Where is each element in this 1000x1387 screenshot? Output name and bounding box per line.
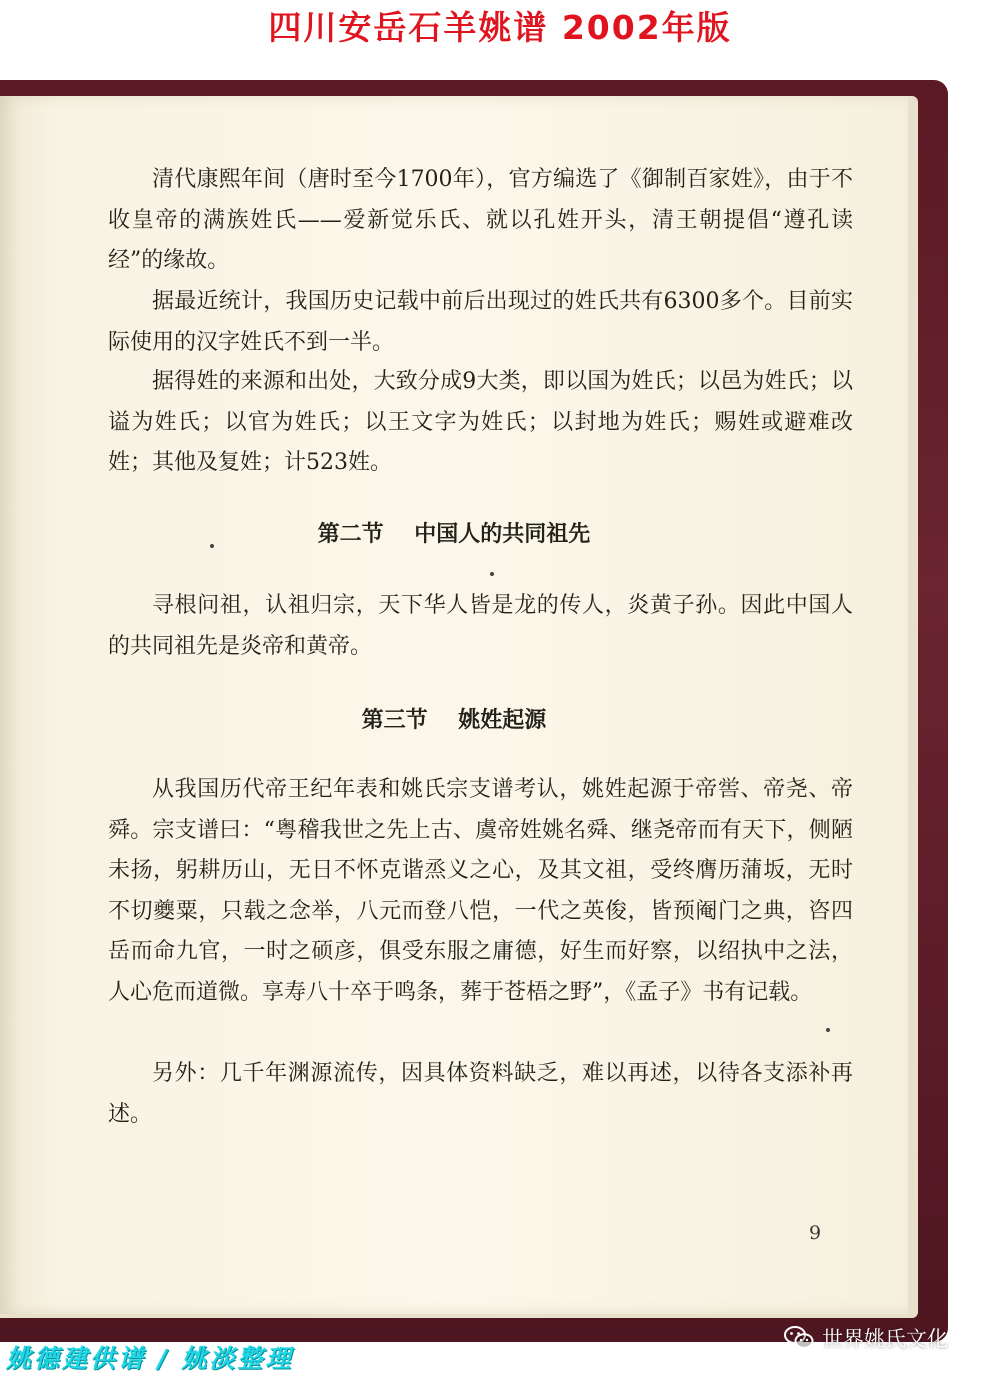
paragraph-common-ancestors: 寻根问祖，认祖归宗，天下华人皆是龙的传人，炎黄子孙。因此中国人的共同祖先是炎帝和黄帝。 — [108, 593, 853, 659]
scan-speck — [490, 572, 494, 576]
section-2-heading: 第二节 中国人的共同祖先 — [317, 522, 591, 547]
page-number: 9 — [808, 1222, 822, 1244]
wechat-icon — [784, 1325, 814, 1351]
credit-caption: 姚德建供谱 / 姚淡整理 — [6, 1344, 294, 1373]
watermark-text: 世界姚氏文化 — [822, 1327, 948, 1351]
document-banner-title: 四川安岳石羊姚谱 2002年版 — [268, 8, 732, 47]
paragraph-qing-dynasty: 清代康熙年间（唐时至今1700年），官方编选了《御制百家姓》，由于不收皇帝的满族姓氏——爱新觉乐氏、就以孔姓开头，清王朝提倡“遵孔读经”的缘故。 — [108, 167, 853, 273]
scan-speck — [210, 544, 214, 548]
paragraph-additional-note: 另外：几千年渊源流传，因具体资料缺乏，难以再述，以待各支添补再述。 — [108, 1061, 853, 1127]
section-3-heading: 第三节 姚姓起源 — [361, 708, 547, 733]
paragraph-statistics: 据最近统计，我国历史记载中前后出现过的姓氏共有6300多个。目前实际使用的汉字姓氏不到一半。 — [108, 289, 853, 355]
paragraph-yao-origin: 从我国历代帝王纪年表和姚氏宗支谱考认，姚姓起源于帝喾、帝尧、帝舜。宗支谱曰：“粤稽我世之先上古、虞帝姓姚名舜、继尧帝而有天下，侧陋未扬，躬耕历山，无日不怀克谐烝义之心，及其文祖，受终膺历蒲坂，无时不切夔粟，只载之念举，八元而登八恺，一代之英俊，皆预阉门之典，咨四岳而命九官，一时之硕彦，俱受东服之庸德，好生而好察，以绍执中之法，人心危而道微。享寿八十卒于鸣条，葬于苍梧之野”，《孟子》书有记载。 — [108, 777, 853, 1005]
account-watermark — [784, 1318, 948, 1358]
book-page — [0, 96, 908, 1314]
scan-speck — [826, 1028, 830, 1032]
paragraph-surname-origins: 据得姓的来源和出处，大致分成9大类，即以国为姓氏；以邑为姓氏；以谥为姓氏；以官为姓氏；以王文字为姓氏；以封地为姓氏；赐姓或避难改姓；其他及复姓；计523姓。 — [108, 369, 853, 475]
